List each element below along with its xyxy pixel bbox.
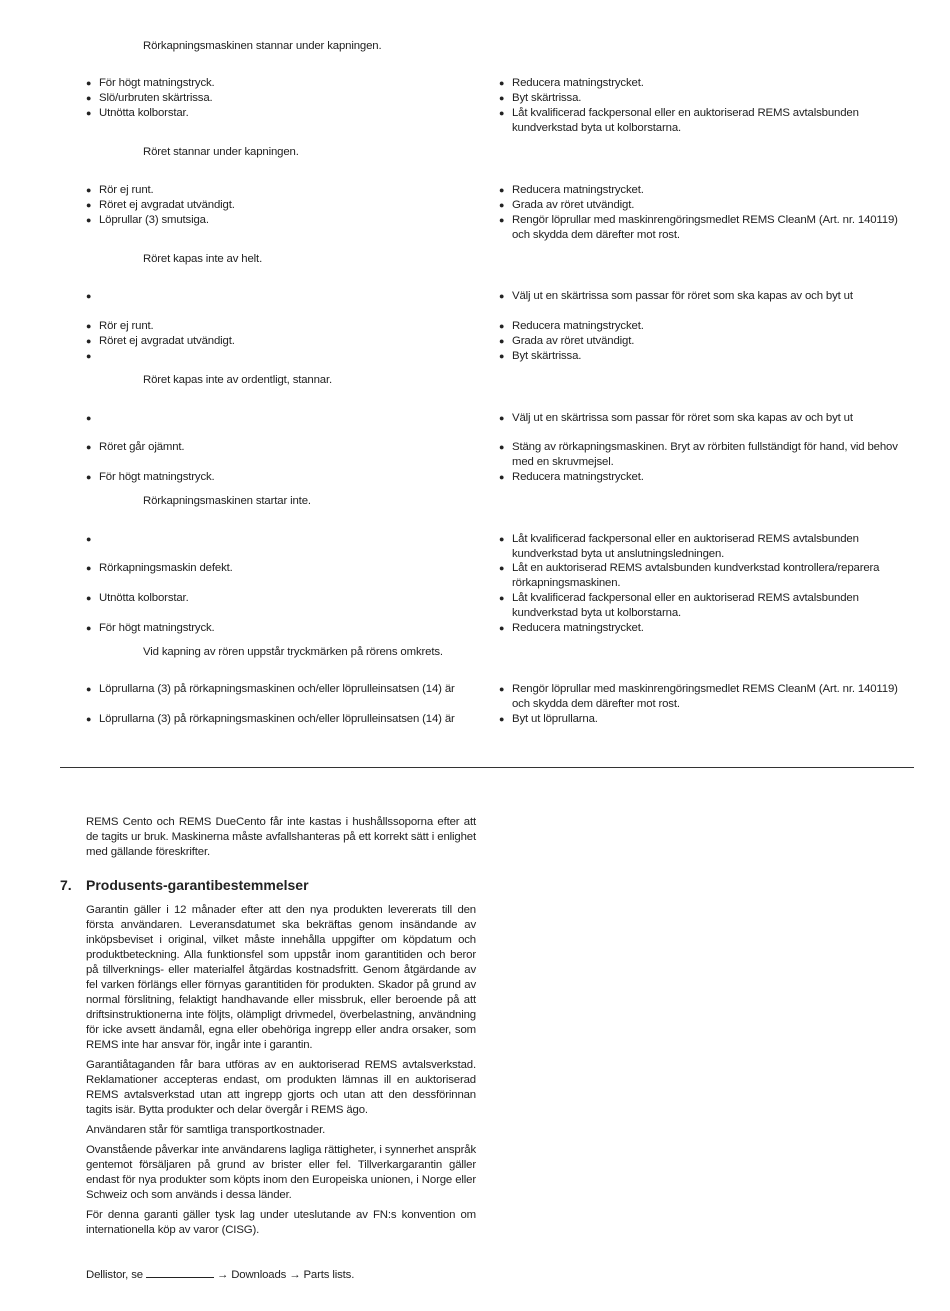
bullet: ● [86, 185, 92, 195]
remedy-item: ● Reducera matningstrycket. [499, 77, 644, 89]
parts-list-line [86, 1266, 354, 1283]
remedy-item: ● Låt kvalificerad fackpersonal eller en auktoriserad REMS avtalsbunden kundverkstad byta ut kolborstarna. [499, 107, 859, 134]
issue-title: Röret kapas inte av ordentligt, stannar. [143, 374, 333, 386]
bullet: ● [86, 472, 92, 482]
bullet: ● [499, 593, 505, 603]
remedy-item: ● Byt skärtrissa. [499, 350, 582, 362]
cause-item: ● Löprullar (3) smutsiga. [86, 214, 209, 226]
cause-item [86, 532, 481, 547]
bullet: ● [86, 93, 92, 103]
bullet: ● [499, 93, 505, 103]
bullet: ● [499, 291, 505, 301]
cause-item: ● Rör ej runt. [86, 184, 154, 196]
bullet: ● [499, 684, 505, 694]
remedy-item: ● Reducera matningstrycket. [499, 184, 644, 196]
bullet: ● [86, 200, 92, 210]
warranty-paragraph: Användaren står för samtliga transportkostnader. [86, 1124, 326, 1136]
bullet: ● [499, 185, 505, 195]
bullet: ● [86, 442, 92, 452]
warranty-text [86, 903, 476, 1243]
remedy-list [499, 183, 919, 243]
issue-title: Rörkapningsmaskinen stannar under kapningen. [143, 40, 382, 52]
section-divider [60, 767, 914, 768]
warranty-paragraph: Garantiåtaganden får bara utföras av en auktoriserad REMS avtalsverkstad. Reklamationer accepteras endast, om produkten lämnas ill en auktoriserad REMS avtalsverkstad utan att ingrepp gjorts och utan att den dessförinnan tagits isär. Bytta produkter och delar övergår i REMS ägo. [86, 1059, 476, 1116]
remedy-item: ● Stäng av rörkapningsmaskinen. Bryt av rörbiten fullständigt för hand, vid behov med en skruvmejsel. [499, 441, 898, 468]
remedy-item: ● Låt en auktoriserad REMS avtalsbunden kundverkstad kontrollera/reparera rörkapningsmaskinen. [499, 562, 880, 589]
cause-list [86, 76, 481, 121]
bullet: ● [499, 321, 505, 331]
cause-item: ● Löprullarna (3) på rörkapningsmaskinen och/eller löprulleinsatsen (14) är [86, 683, 455, 695]
cause-item: ● Utnötta kolborstar. [86, 107, 189, 119]
disposal-paragraph: REMS Cento och REMS DueCento får inte kastas i hushållssoporna efter att de tagits ur bruk. Maskinerna måste avfallshanteras på ett korrekt sätt i enlighet med gällande föreskrifter. [86, 816, 476, 858]
bullet: ● [499, 78, 505, 88]
remedy-item: ● Rengör löprullar med maskinrengöringsmedlet REMS CleanM (Art. nr. 140119) och skydda dem därefter mot rost. [499, 683, 898, 710]
bullet: ● [86, 593, 92, 603]
warranty-paragraph: Ovanstående påverkar inte användarens lagliga rättigheter, i synnerhet anspråk gentemot försäljaren på grund av brister eller fel. Tillverkargarantin gäller endast för nya produkter som köpts inom den Europeiska unionen, i Norge eller Schweiz och som används i dessa länder. [86, 1144, 476, 1201]
bullet: ● [86, 534, 92, 544]
bullet: ● [499, 108, 505, 118]
cause-item: ● För högt matningstryck. [86, 77, 215, 89]
remedy-item: ● Välj ut en skärtrissa som passar för röret som ska kapas av och byt ut [499, 412, 853, 424]
bullet: ● [86, 78, 92, 88]
cause-item [86, 349, 481, 364]
remedy-item: ● Grada av röret utvändigt. [499, 335, 635, 347]
section-heading [60, 878, 309, 893]
cause-list [86, 319, 481, 364]
warranty-paragraph: Garantin gäller i 12 månader efter att den nya produkten levererats till den första användaren. Leveransdatumet ska bekräftas genom insändande av inköpsbeviset i original, vilket måste innehålla uppgifter om köpdatum och produktbeteckning. Alla funktionsfel som uppstår inom garantitiden och beror på tillverknings- eller materialfel åtgärdas kostnadsfritt. Genom åtgärdande av fel varken förlängs eller förnyas garantitiden för produkten. Skador på grund av normal förslitning, felaktigt handhavande eller missbruk, eller beroende på att driftsinstruktionerna inte följts, olämpligt drivmedel, överbelastning, användning för icke avsett ändamål, egna eller obehöriga ingrepp eller andra orsaker, som REMS inte har ansvar för, ingår inte i garantin. [86, 904, 476, 1051]
remedy-item: ● Byt ut löprullarna. [499, 713, 598, 725]
section-number: 7. [60, 877, 72, 893]
cause-item: ● För högt matningstryck. [86, 471, 215, 483]
bullet: ● [86, 321, 92, 331]
bullet: ● [86, 563, 92, 573]
bullet: ● [499, 200, 505, 210]
issue-title: Rörkapningsmaskinen startar inte. [143, 495, 311, 507]
cause-item: ● Röret ej avgradat utvändigt. [86, 199, 235, 211]
remedy-item: ● Grada av röret utvändigt. [499, 199, 635, 211]
bullet: ● [499, 442, 505, 452]
remedy-item: ● Låt kvalificerad fackpersonal eller en auktoriserad REMS avtalsbunden kundverkstad byta ut kolborstarna. [499, 592, 859, 619]
bullet: ● [499, 215, 505, 225]
remedy-item: ● Välj ut en skärtrissa som passar för röret som ska kapas av och byt ut [499, 290, 853, 302]
issue-title: Vid kapning av rören uppstår tryckmärken på rörens omkrets. [143, 646, 443, 658]
parts-list-suffix: → Downloads → Parts lists. [216, 1269, 355, 1281]
section-title: Produsents-garantibestemmelser [86, 877, 309, 893]
parts-list-prefix: Dellistor, se [86, 1269, 143, 1281]
bullet: ● [86, 291, 92, 301]
issue-title: Röret stannar under kapningen. [143, 146, 299, 158]
bullet: ● [499, 563, 505, 573]
bullet: ● [86, 623, 92, 633]
bullet: ● [86, 215, 92, 225]
cause-item: ● Löprullarna (3) på rörkapningsmaskinen och/eller löprulleinsatsen (14) är [86, 713, 455, 725]
remedy-list [499, 319, 919, 364]
remedy-item: ● Låt kvalificerad fackpersonal eller en auktoriserad REMS avtalsbunden kundverkstad byta ut anslutningsledningen. [499, 533, 859, 560]
bullet: ● [499, 534, 505, 544]
cause-item: ● Röret ej avgradat utvändigt. [86, 335, 235, 347]
bullet: ● [86, 684, 92, 694]
remedy-item: ● Byt skärtrissa. [499, 92, 582, 104]
bullet: ● [499, 351, 505, 361]
remedy-item: ● Reducera matningstrycket. [499, 622, 644, 634]
blank-field [146, 1266, 214, 1278]
remedy-item: ● Rengör löprullar med maskinrengöringsmedlet REMS CleanM (Art. nr. 140119) och skydda dem därefter mot rost. [499, 214, 898, 241]
cause-item: ● Rör ej runt. [86, 320, 154, 332]
bullet: ● [86, 108, 92, 118]
cause-item: ● Slö/urbruten skärtrissa. [86, 92, 213, 104]
cause-list [86, 183, 481, 228]
bullet: ● [86, 714, 92, 724]
bullet: ● [499, 336, 505, 346]
remedy-list [499, 76, 919, 136]
cause-item: ● För högt matningstryck. [86, 622, 215, 634]
bullet: ● [86, 351, 92, 361]
remedy-item: ● Reducera matningstrycket. [499, 320, 644, 332]
cause-item [86, 411, 481, 426]
cause-item [86, 289, 481, 304]
warranty-paragraph: För denna garanti gäller tysk lag under uteslutande av FN:s konvention om internationella köp av varor (CISG). [86, 1209, 476, 1236]
bullet: ● [499, 714, 505, 724]
bullet: ● [86, 336, 92, 346]
cause-item: ● Röret går ojämnt. [86, 441, 185, 453]
bullet: ● [499, 472, 505, 482]
cause-item: ● Utnötta kolborstar. [86, 592, 189, 604]
bullet: ● [86, 413, 92, 423]
bullet: ● [499, 623, 505, 633]
bullet: ● [499, 413, 505, 423]
remedy-item: ● Reducera matningstrycket. [499, 471, 644, 483]
cause-item: ● Rörkapningsmaskin defekt. [86, 562, 233, 574]
issue-title: Röret kapas inte av helt. [143, 253, 263, 265]
